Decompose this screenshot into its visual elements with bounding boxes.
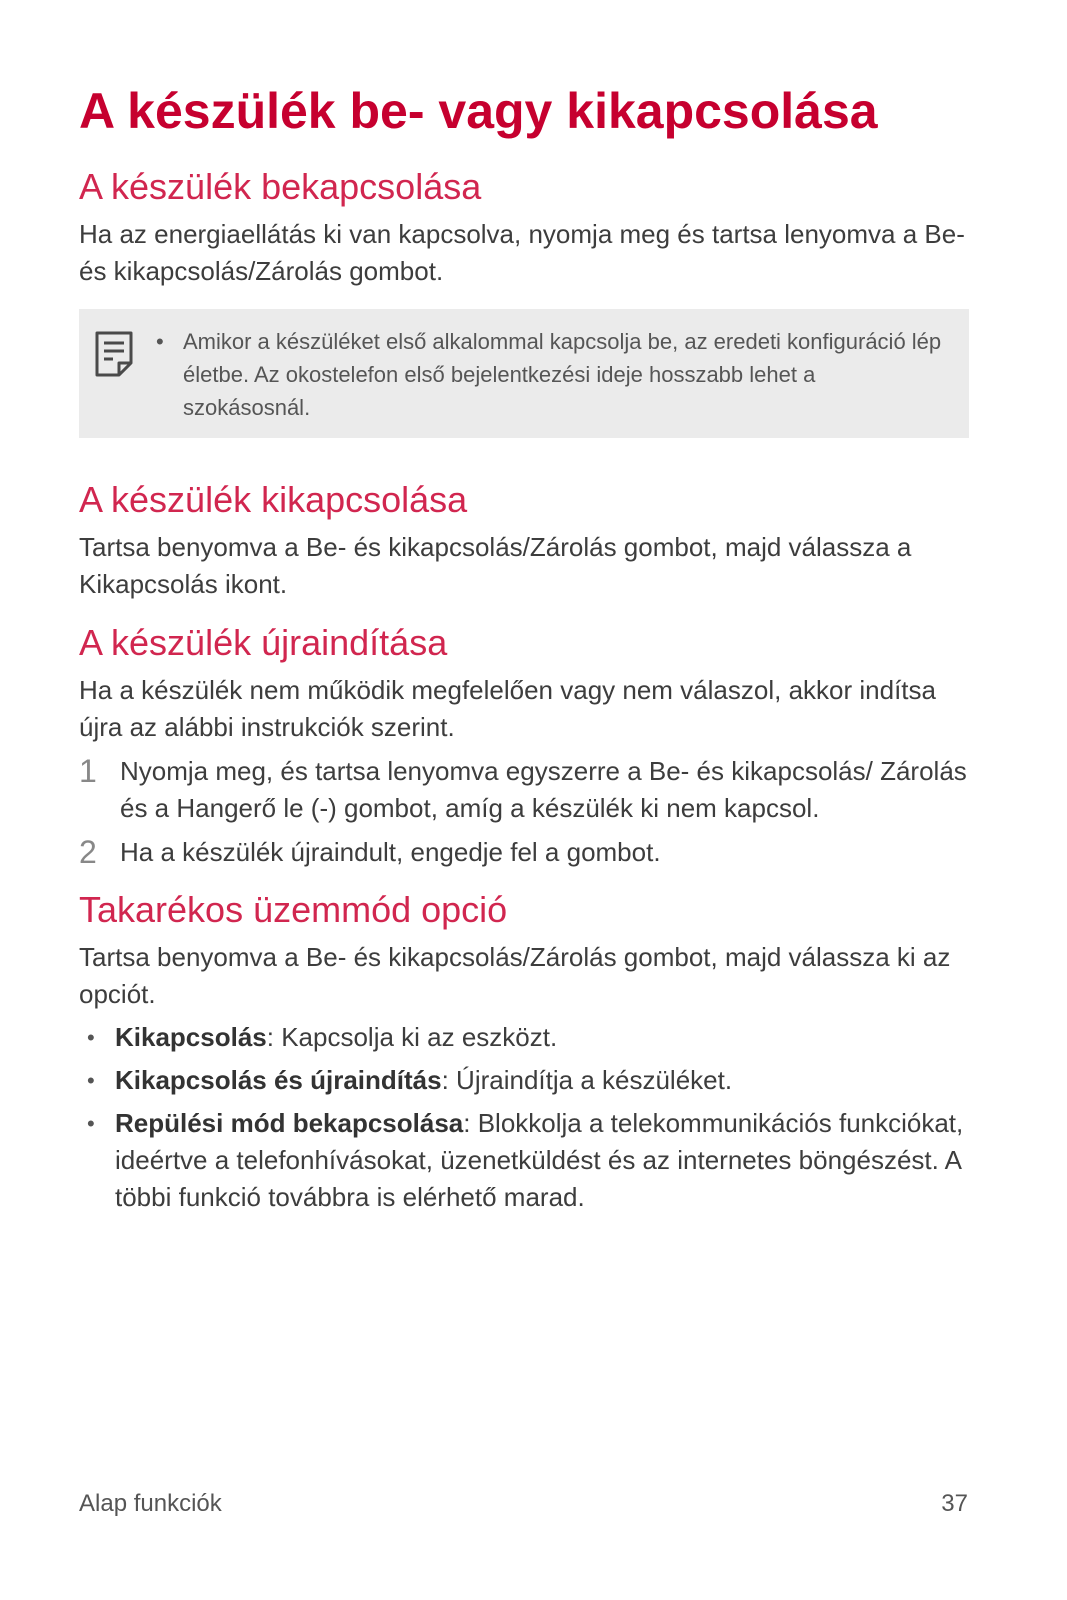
section-heading-power-off: A készülék kikapcsolása bbox=[79, 479, 468, 520]
step-number: 2 bbox=[79, 834, 97, 870]
section-heading-power-on: A készülék bekapcsolása bbox=[79, 166, 482, 207]
step-number: 1 bbox=[79, 753, 97, 789]
note-bullet: • bbox=[156, 329, 164, 354]
section-text-power-saving: Tartsa benyomva a Be- és kikapcsolás/Zárolás gombot, majd válassza ki az opciót. bbox=[79, 942, 951, 1009]
option-term: Repülési mód bekapcsolása bbox=[115, 1108, 464, 1138]
note-box bbox=[79, 309, 969, 438]
bullet-icon: • bbox=[87, 1025, 95, 1050]
section-text-power-off: Tartsa benyomva a Be- és kikapcsolás/Zárolás gombot, majd válassza a Kikapcsolás ikont. bbox=[79, 532, 912, 599]
bullet-icon: • bbox=[87, 1068, 95, 1093]
option-description: : Blokkolja a telekommunikációs funkciókat, ideértve a telefonhívásokat, üzenetküldést és az internetes böngészést. A többi funkció továbbra is elérhető marad. bbox=[115, 1108, 964, 1212]
option-text bbox=[115, 1062, 969, 1099]
footer-page-number: 37 bbox=[941, 1490, 968, 1517]
section-text-power-on: Ha az energiaellátás ki van kapcsolva, nyomja meg és tartsa lenyomva a Be- és kikapcsolás/Zárolás gombot. bbox=[79, 219, 965, 286]
section-heading-power-saving: Takarékos üzemmód opció bbox=[79, 889, 508, 930]
note-icon bbox=[95, 331, 133, 377]
note-text: Amikor a készüléket első alkalommal kapcsolja be, az eredeti konfiguráció lép életbe. Az okostelefon első bejelentkezési ideje hosszabb lehet a szokásosnál. bbox=[183, 329, 942, 420]
section-heading-restart: A készülék újraindítása bbox=[79, 622, 448, 663]
option-text bbox=[115, 1105, 969, 1216]
step-text: Nyomja meg, és tartsa lenyomva egyszerre a Be- és kikapcsolás/ Zárolás és a Hangerő le (-) gombot, amíg a készülék ki nem kapcsol. bbox=[120, 756, 967, 823]
page-title: A készülék be- vagy kikapcsolása bbox=[79, 83, 878, 139]
option-description: : Kapcsolja ki az eszközt. bbox=[266, 1022, 558, 1052]
footer-section-name: Alap funkciók bbox=[79, 1490, 222, 1517]
option-term: Kikapcsolás és újraindítás bbox=[115, 1065, 442, 1095]
option-term: Kikapcsolás bbox=[115, 1022, 267, 1052]
bullet-icon: • bbox=[87, 1111, 95, 1136]
step-text: Ha a készülék újraindult, engedje fel a gombot. bbox=[120, 837, 661, 867]
option-text bbox=[115, 1019, 969, 1056]
option-description: : Újraindítja a készüléket. bbox=[441, 1065, 733, 1095]
section-text-restart: Ha a készülék nem működik megfelelően vagy nem válaszol, akkor indítsa újra az alábbi instrukciók szerint. bbox=[79, 675, 936, 742]
